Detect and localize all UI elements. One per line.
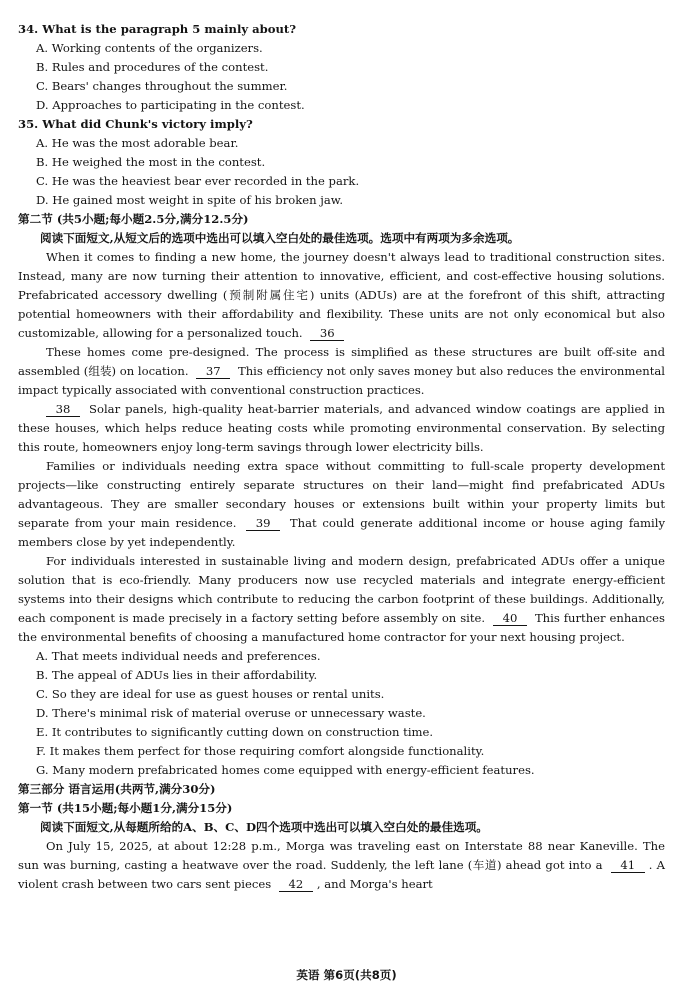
passage-paragraph: [18, 343, 665, 400]
page-footer: 英语 第6页(共8页): [296, 968, 397, 982]
option: B. He weighed the most in the contest.: [36, 155, 266, 169]
paragraph-text: This further enhances the environmental benefits of choosing a manufactured home contractor for your next housing project.: [18, 611, 665, 644]
choice-item: D. There's minimal risk of material overuse or unnecessary waste.: [36, 706, 426, 720]
section-instruction: 阅读下面短文,从短文后的选项中选出可以填入空白处的最佳选项。选项中有两项为多余选项。: [40, 231, 520, 245]
paragraph-text: For individuals interested in sustainable living and modern design, prefabricated ADUs offer a unique solution that is eco-friendly. Many producers now use recycled materials and integrate energy-efficient systems into their designs which contribute to reducing the carbon footprint of these buildings. Additionally, each component is made precisely in a factory setting before assembly on site.: [18, 554, 665, 625]
paragraph-text: When it comes to finding a new home, the journey doesn't always lead to traditional construction sites. Instead, many are now turning their attention to innovative, efficient, and cost-effective housing solutions. Prefabricated accessory dwelling (预制附属住宅) units (ADUs) are at the forefront of this shift, attracting potential homeowners with their affordability and flexibility. These units are not only economical but also customizable, allowing for a personalized touch.: [18, 250, 665, 340]
passage-paragraph: [18, 552, 665, 647]
question-34: [18, 20, 665, 115]
choice-item: B. The appeal of ADUs lies in their affordability.: [36, 668, 318, 682]
paragraph-text: That could generate additional income or house aging family members close by yet independently.: [18, 516, 665, 549]
part-heading: 第三部分 语言运用(共两节,满分30分): [18, 782, 216, 796]
paragraph-text: . A violent crash between two cars sent pieces: [18, 858, 665, 891]
passage-paragraph: [18, 457, 665, 552]
blank-40: 40: [493, 611, 527, 626]
option: C. Bears' changes throughout the summer.: [36, 79, 288, 93]
cloze-passage: [18, 248, 665, 647]
section-heading: 第二节 (共5小题;每小题2.5分,满分12.5分): [18, 212, 249, 226]
passage-paragraph: [18, 400, 665, 457]
choice-item: C. So they are ideal for use as guest houses or rental units.: [36, 687, 385, 701]
blank-42: 42: [279, 877, 313, 892]
question-stem: 35. What did Chunk's victory imply?: [18, 117, 253, 131]
option: C. He was the heaviest bear ever recorded in the park.: [36, 174, 360, 188]
option: D. Approaches to participating in the contest.: [36, 98, 305, 112]
paragraph-text: , and Morga's heart: [316, 877, 433, 891]
question-stem: 34. What is the paragraph 5 mainly about?: [18, 22, 297, 36]
blank-37: 37: [196, 364, 230, 379]
paragraph-text: This efficiency not only saves money but also reduces the environmental impact typically associated with conventional construction practices.: [18, 364, 665, 397]
paragraph-text: On July 15, 2025, at about 12:28 p.m., Morga was traveling east on Interstate 88 near Kaneville. The sun was burning, casting a heatwave over the road. Suddenly, the left lane (车道) ahead got into a: [18, 839, 665, 872]
paragraph-text: Solar panels, high-quality heat-barrier materials, and advanced window coatings are applied in these houses, which helps reduce heating costs while promoting environmental conservation. By selecting this route, homeowners enjoy long-term savings through lower electricity bills.: [18, 402, 666, 454]
section-heading: 第一节 (共15小题;每小题1分,满分15分): [18, 801, 233, 815]
choice-item: A. That meets individual needs and preferences.: [36, 649, 321, 663]
option: A. Working contents of the organizers.: [36, 41, 263, 55]
blank-39: 39: [246, 516, 280, 531]
blank-38: 38: [46, 402, 80, 417]
option: D. He gained most weight in spite of his broken jaw.: [36, 193, 344, 207]
question-35: [18, 115, 665, 210]
paragraph-text: These homes come pre-designed. The process is simplified as these structures are built off-site and assembled (组装) on location.: [18, 345, 665, 378]
blank-41: 41: [611, 858, 645, 873]
option: B. Rules and procedures of the contest.: [36, 60, 269, 74]
blank-36: 36: [310, 326, 344, 341]
passage-paragraph: [18, 248, 665, 343]
section-instruction: 阅读下面短文,从每题所给的A、B、C、D四个选项中选出可以填入空白处的最佳选项。: [40, 820, 488, 834]
paragraph-text: Families or individuals needing extra space without committing to full-scale property development projects—like constructing entirely separate structures on their land—might find prefabricated ADUs advantageous. They are smaller secondary houses or extensions built within your property limits but separate from your main residence.: [18, 459, 665, 530]
choice-item: G. Many modern prefabricated homes come equipped with energy-efficient features.: [36, 763, 535, 777]
choice-item: E. It contributes to significantly cutting down on construction time.: [36, 725, 434, 739]
option: A. He was the most adorable bear.: [36, 136, 239, 150]
choice-item: F. It makes them perfect for those requiring comfort alongside functionality.: [36, 744, 485, 758]
passage-paragraph: [18, 837, 665, 894]
choice-list: [18, 647, 665, 780]
